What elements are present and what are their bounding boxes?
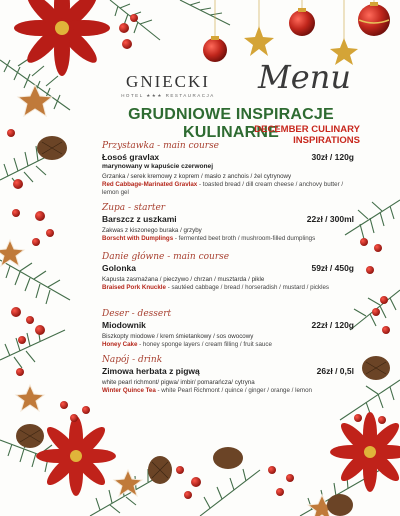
dish-name-en: Borscht with Dumplings (102, 235, 174, 242)
dish-description-en (102, 387, 354, 395)
dish-name: Miodownik (102, 320, 146, 330)
dish-row (102, 366, 354, 376)
brand-logo (118, 72, 218, 99)
dish-desc-en: - toasted bread / dill cream cheese / anchovy butter / lemon gel (102, 181, 344, 196)
dish-row (102, 320, 354, 330)
poinsettia-top-left (14, 0, 110, 76)
dish-row (102, 263, 354, 273)
dish-desc-en: - white Pearl Richmont / quince / ginger / orange / lemon (155, 387, 312, 394)
page-subtitle: DECEMBER CULINARY INSPIRATIONS (254, 124, 360, 146)
dish-description-en (102, 181, 354, 197)
dish-name: Łosoś gravlax (102, 152, 160, 162)
section-heading: Napój - drink (102, 355, 163, 365)
menu-script-title: Menu (258, 58, 351, 96)
dish-price: 26zł / 0,5l (316, 366, 354, 376)
dish-price: 59zł / 450g (311, 263, 354, 273)
dish-description-pl: white pearl richmont/ pigwa/ imbir/ pomarańcza/ cytryna (102, 379, 255, 386)
dish-description-en (102, 284, 354, 292)
dish-row (102, 152, 354, 162)
menu-section-soup (102, 203, 354, 243)
dish-description-en (102, 235, 354, 243)
dish-price: 22zł / 300ml (306, 214, 354, 224)
dish-name-en: Honey Cake (102, 341, 138, 348)
dish-desc-en: - fermented beet broth / mushroom-filled dumplings (173, 235, 316, 242)
dish-desc-en: - honey sponge layers / cream filling / fruit sauce (137, 341, 272, 348)
brand-subtitle: HOTEL ★★★ RESTAURACJA (121, 93, 215, 98)
menu-section-dessert (102, 309, 354, 349)
dish-description-pl: Biszkopty miodowe / krem śmietankowy / sos owocowy (102, 333, 254, 340)
hanging-ornaments (203, 0, 390, 65)
dish-desc-en: - sautéed cabbage / bread / horseradish / mustard / pickles (165, 284, 329, 291)
dish-price: 22zł / 120g (311, 320, 354, 330)
dish-name: Golonka (102, 263, 137, 273)
dish-name-en: Winter Quince Tea (102, 387, 156, 394)
dish-row (102, 214, 354, 224)
dish-name: Zimowa herbata z pigwą (102, 366, 200, 376)
section-heading: Danie główne - main course (102, 252, 230, 262)
section-heading: Zupa - starter (102, 203, 166, 213)
dish-description-en (102, 341, 354, 349)
dish-name-en: Red Cabbage-Marinated Gravlax (102, 181, 198, 188)
menu-section-drink (102, 355, 354, 395)
dish-name: Barszcz z uszkami (102, 214, 177, 224)
menu-section-starter (102, 141, 354, 197)
dish-name-en: Braised Pork Knuckle (102, 284, 166, 291)
dish-description-pl: Grzanka / serek kremowy z koprem / masło z anchois / żel cytrynowy (102, 173, 292, 180)
dish-description-pl: Zakwas z kiszonego buraka / grzyby (102, 227, 202, 234)
dish-description-pl: Kapusta zasmażana / pieczywo / chrzan / musztarda / pikle (102, 276, 265, 283)
dish-price: 30zł / 120g (311, 152, 354, 162)
section-heading: Deser - dessert (102, 309, 172, 319)
menu-section-main (102, 252, 354, 292)
dish-subline: marynowany w kapuście czerwonej (102, 163, 214, 170)
brand-name: GNIECKI (126, 72, 210, 91)
section-heading: Przystawka - main course (102, 141, 220, 151)
page-title: GRUDNIOWE INSPIRACJE KULINARNE (128, 106, 334, 141)
